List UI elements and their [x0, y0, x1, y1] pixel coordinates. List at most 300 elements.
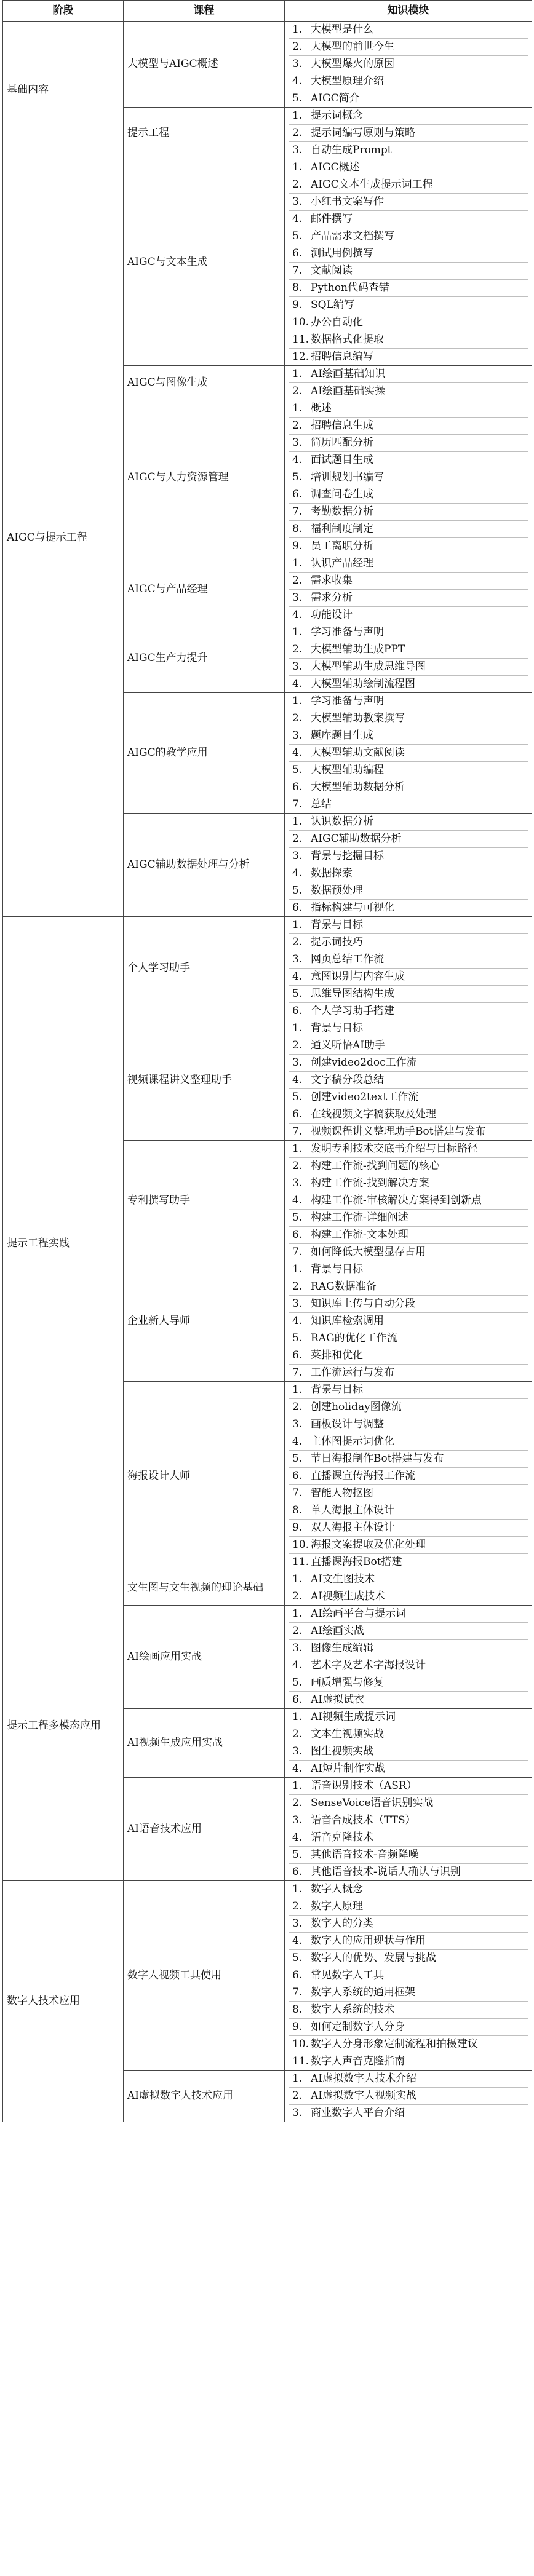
module-text: AI虚拟数字人技术介绍 [311, 2072, 416, 2085]
module-text: 指标构建与可视化 [311, 902, 394, 914]
course-name: 海报设计大师 [124, 1382, 285, 1571]
module-number: 7. [292, 1125, 303, 1138]
module-number: 5. [292, 884, 303, 897]
module-number: 2. [292, 2090, 303, 2102]
module-number: 5. [292, 1211, 303, 1224]
module-item [289, 280, 528, 297]
module-number: 6. [292, 1229, 303, 1241]
module-item [289, 1726, 528, 1743]
module-item [289, 1571, 528, 1588]
module-item [289, 1520, 528, 1537]
module-item [289, 1950, 528, 1967]
stage-name: 提示工程多模态应用 [3, 1571, 124, 1881]
module-text: 其他语音技术-说话人确认与识别 [311, 1866, 461, 1878]
module-item [289, 1141, 528, 1158]
module-item [289, 1227, 528, 1244]
module-text: 知识库检索调用 [311, 1315, 384, 1327]
module-text: 福利制度制定 [311, 523, 373, 535]
module-number: 4. [292, 970, 303, 983]
module-number: 4. [292, 1435, 303, 1448]
module-text: 知识库上传与自动分段 [311, 1298, 415, 1310]
module-text: 文献阅读 [311, 264, 353, 277]
module-item [289, 521, 528, 538]
module-text: 构建工作流-找到解决方案 [311, 1177, 429, 1189]
module-number: 1. [292, 1143, 303, 1155]
module-text: 画板设计与调整 [311, 1418, 384, 1430]
module-list [285, 814, 532, 917]
curriculum-table [2, 0, 532, 2122]
module-number: 2. [292, 643, 303, 656]
module-number: 3. [292, 1056, 303, 1069]
module-number: 2. [292, 1625, 303, 1637]
module-text: 需求分析 [311, 592, 353, 604]
module-item [289, 710, 528, 727]
module-item [289, 73, 528, 90]
module-number: 3. [292, 1298, 303, 1310]
module-number: 6. [292, 1005, 303, 1017]
module-number: 3. [292, 2107, 303, 2119]
module-item [289, 1175, 528, 1192]
module-text: 常见数字人工具 [311, 1969, 384, 1981]
stage-name: 提示工程实践 [3, 917, 124, 1571]
module-number: 11. [292, 2055, 309, 2067]
module-item [289, 435, 528, 452]
module-number: 2. [292, 385, 303, 397]
module-text: 数字人的应用现状与作用 [311, 1935, 426, 1947]
module-number: 6. [292, 247, 303, 260]
course-name: AIGC的教学应用 [124, 693, 285, 814]
module-item [289, 1106, 528, 1124]
module-number: 8. [292, 2003, 303, 2016]
module-number: 3. [292, 1177, 303, 1189]
module-number: 2. [292, 574, 303, 587]
module-item [289, 1588, 528, 1605]
module-number: 1. [292, 368, 303, 380]
module-item [289, 297, 528, 314]
module-number: 1. [292, 1573, 303, 1585]
module-number: 9. [292, 2021, 303, 2033]
module-text: 提示词概念 [311, 109, 363, 122]
module-number: 4. [292, 747, 303, 759]
module-number: 7. [292, 1246, 303, 1258]
module-text: 菜排和优化 [311, 1349, 363, 1361]
module-number: 2. [292, 936, 303, 948]
module-item [289, 504, 528, 521]
module-number: 3. [292, 1745, 303, 1758]
module-item [289, 1761, 528, 1777]
module-list [285, 1606, 532, 1709]
module-item [289, 56, 528, 73]
module-item [289, 641, 528, 659]
module-list [285, 400, 532, 555]
module-number: 3. [292, 850, 303, 862]
module-item [289, 2002, 528, 2019]
module-item [289, 1451, 528, 1468]
module-item [289, 1347, 528, 1365]
module-text: 背景与目标 [311, 1263, 363, 1275]
module-item [289, 1192, 528, 1210]
course-row [3, 159, 532, 366]
module-list [285, 624, 532, 693]
module-item [289, 349, 528, 365]
module-text: 数据探索 [311, 867, 353, 879]
module-text: 数字人系统的技术 [311, 2003, 394, 2016]
module-item [289, 176, 528, 194]
module-list [285, 693, 532, 814]
module-item [289, 228, 528, 245]
module-text: 创建video2doc工作流 [311, 1056, 417, 1069]
module-text: 主体图提示词优化 [311, 1435, 394, 1448]
module-number: 1. [292, 402, 303, 414]
module-number: 2. [292, 178, 303, 191]
module-item [289, 779, 528, 796]
module-number: 7. [292, 1487, 303, 1499]
module-text: 数字人系统的通用框架 [311, 1986, 415, 1999]
module-list [285, 22, 532, 108]
module-item [289, 469, 528, 486]
module-number: 10. [292, 1539, 309, 1551]
module-text: 小红书文案写作 [311, 196, 384, 208]
module-item [289, 624, 528, 641]
module-number: 5. [292, 471, 303, 483]
module-item [289, 1399, 528, 1416]
module-number: 4. [292, 1831, 303, 1844]
course-name: 大模型与AIGC概述 [124, 22, 285, 108]
module-text: 背景与目标 [311, 919, 363, 931]
module-item [289, 1485, 528, 1502]
module-item [289, 1468, 528, 1485]
module-number: 6. [292, 1969, 303, 1981]
module-text: 数字人原理 [311, 1900, 363, 1912]
module-number: 9. [292, 299, 303, 311]
module-number: 3. [292, 592, 303, 604]
module-item [289, 882, 528, 900]
module-number: 1. [292, 695, 303, 707]
module-text: AIGC简介 [311, 92, 360, 105]
module-item [289, 590, 528, 607]
module-item [289, 1296, 528, 1313]
module-number: 3. [292, 1814, 303, 1826]
module-number: 4. [292, 1935, 303, 1947]
module-text: AI绘画基础知识 [311, 368, 385, 380]
curriculum-sheet [2, 0, 532, 2122]
module-number: 4. [292, 678, 303, 690]
module-number: 7. [292, 1366, 303, 1379]
module-number: 2. [292, 41, 303, 53]
module-text: 个人学习助手搭建 [311, 1005, 394, 1017]
module-item [289, 1657, 528, 1674]
module-number: 6. [292, 1866, 303, 1878]
module-number: 8. [292, 282, 303, 294]
module-number: 1. [292, 23, 303, 36]
module-text: 认识数据分析 [311, 815, 373, 828]
module-text: 培训规划书编写 [311, 471, 384, 483]
module-list [285, 108, 532, 159]
module-text: 在线视频文字稿获取及处理 [311, 1108, 436, 1120]
module-number: 8. [292, 1504, 303, 1516]
module-item [289, 2088, 528, 2105]
module-item [289, 986, 528, 1003]
module-item [289, 1709, 528, 1726]
module-text: 网页总结工作流 [311, 953, 384, 965]
module-text: 功能设计 [311, 609, 353, 621]
module-text: 数据预处理 [311, 884, 363, 897]
module-number: 2. [292, 1039, 303, 1052]
module-text: 学习准备与声明 [311, 626, 384, 638]
module-item [289, 1623, 528, 1640]
course-name: AIGC与文本生成 [124, 159, 285, 366]
module-item [289, 1933, 528, 1950]
header-course: 课程 [124, 1, 285, 22]
module-item [289, 1244, 528, 1261]
module-number: 2. [292, 1900, 303, 1912]
module-number: 8. [292, 523, 303, 535]
module-text: 语音克隆技术 [311, 1831, 373, 1844]
course-name: 文生图与文生视频的理论基础 [124, 1571, 285, 1606]
module-text: 构建工作流-找到问题的核心 [311, 1160, 440, 1172]
module-list [285, 1141, 532, 1261]
curriculum-body [3, 22, 532, 2122]
module-item [289, 1433, 528, 1451]
module-text: 如何降低大模型显存占用 [311, 1246, 426, 1258]
module-text: 其他语音技术-音频降噪 [311, 1849, 419, 1861]
module-number: 3. [292, 144, 303, 156]
module-item [289, 900, 528, 916]
module-item [289, 2019, 528, 2036]
module-item [289, 1124, 528, 1140]
module-number: 1. [292, 161, 303, 173]
module-list [285, 1778, 532, 1881]
module-item [289, 659, 528, 676]
course-name: 个人学习助手 [124, 917, 285, 1020]
module-text: 艺术字及艺术字海报设计 [311, 1659, 426, 1671]
module-item [289, 1795, 528, 1812]
module-text: 图生视频实战 [311, 1745, 373, 1758]
module-item [289, 762, 528, 779]
module-text: 数字人的分类 [311, 1917, 373, 1930]
module-text: 面试题目生成 [311, 454, 373, 466]
module-item [289, 2105, 528, 2122]
module-number: 2. [292, 1797, 303, 1809]
module-item [289, 796, 528, 813]
module-text: 大模型是什么 [311, 23, 373, 36]
module-text: 提示词编写原则与策略 [311, 127, 415, 139]
module-text: RAG数据准备 [311, 1280, 377, 1293]
module-item [289, 383, 528, 400]
module-item [289, 745, 528, 762]
module-number: 2. [292, 1160, 303, 1172]
module-number: 11. [292, 1556, 309, 1568]
module-item [289, 1072, 528, 1089]
module-number: 10. [292, 316, 309, 328]
module-list [285, 1571, 532, 1606]
module-number: 4. [292, 1074, 303, 1086]
module-number: 7. [292, 505, 303, 518]
module-item [289, 1278, 528, 1296]
module-item [289, 159, 528, 176]
module-number: 1. [292, 2072, 303, 2085]
module-text: 学习准备与声明 [311, 695, 384, 707]
module-text: 大模型辅助编程 [311, 764, 384, 776]
module-number: 3. [292, 196, 303, 208]
module-number: 6. [292, 902, 303, 914]
module-list [285, 917, 532, 1020]
module-text: AI虚拟试衣 [311, 1694, 364, 1706]
module-text: 大模型原理介绍 [311, 75, 384, 87]
module-number: 3. [292, 1642, 303, 1654]
module-item [289, 538, 528, 555]
module-text: 通义听悟AI助手 [311, 1039, 385, 1052]
module-item [289, 917, 528, 934]
module-text: 大模型辅助教案撰写 [311, 712, 405, 724]
module-text: SQL编写 [311, 299, 354, 311]
module-number: 7. [292, 798, 303, 810]
module-number: 4. [292, 1659, 303, 1671]
module-number: 2. [292, 1280, 303, 1293]
module-number: 1. [292, 626, 303, 638]
module-item [289, 676, 528, 692]
header-stage: 阶段 [3, 1, 124, 22]
module-number: 2. [292, 1590, 303, 1603]
module-text: 大模型辅助生成思维导图 [311, 660, 426, 673]
module-item [289, 1674, 528, 1692]
module-item [289, 486, 528, 504]
module-text: 自动生成Prompt [311, 144, 392, 156]
module-item [289, 1864, 528, 1880]
module-item [289, 1382, 528, 1399]
module-item [289, 452, 528, 469]
module-number: 11. [292, 333, 309, 346]
module-number: 2. [292, 1728, 303, 1740]
module-number: 1. [292, 919, 303, 931]
module-text: 大模型爆火的原因 [311, 58, 394, 70]
course-row [3, 22, 532, 108]
module-text: 总结 [311, 798, 332, 810]
module-number: 3. [292, 1418, 303, 1430]
module-text: 直播课海报Bot搭建 [311, 1556, 402, 1568]
module-item [289, 969, 528, 986]
module-number: 5. [292, 764, 303, 776]
module-number: 5. [292, 1952, 303, 1964]
module-text: 双人海报主体设计 [311, 1521, 394, 1534]
module-number: 3. [292, 660, 303, 673]
module-item [289, 1210, 528, 1227]
module-number: 3. [292, 729, 303, 742]
module-text: 发明专利技术交底书介绍与目标路径 [311, 1143, 478, 1155]
module-item [289, 366, 528, 383]
module-number: 5. [292, 1452, 303, 1465]
module-item [289, 1537, 528, 1554]
module-text: AI绘画平台与提示词 [311, 1607, 406, 1620]
module-text: 创建holiday图像流 [311, 1401, 402, 1413]
module-text: 提示词技巧 [311, 936, 363, 948]
module-text: 商业数字人平台介绍 [311, 2107, 405, 2119]
module-text: 考勤数据分析 [311, 505, 373, 518]
module-item [289, 1829, 528, 1847]
module-item [289, 1778, 528, 1795]
course-name: AIGC辅助数据处理与分析 [124, 814, 285, 917]
module-text: AI文生图技术 [311, 1573, 375, 1585]
module-number: 5. [292, 1332, 303, 1344]
module-text: 题库题目生成 [311, 729, 373, 742]
course-row [3, 1881, 532, 2071]
module-number: 4. [292, 1315, 303, 1327]
module-item [289, 263, 528, 280]
module-item [289, 1916, 528, 1933]
module-list [285, 159, 532, 366]
module-item [289, 245, 528, 263]
module-text: 产品需求文档撰写 [311, 230, 394, 242]
module-item [289, 934, 528, 951]
stage-name: AIGC与提示工程 [3, 159, 124, 917]
module-item [289, 1967, 528, 1984]
module-item [289, 331, 528, 349]
stage-name: 基础内容 [3, 22, 124, 159]
module-number: 1. [292, 1384, 303, 1396]
module-text: 画质增强与修复 [311, 1676, 384, 1689]
course-name: AI语音技术应用 [124, 1778, 285, 1881]
module-item [289, 314, 528, 331]
module-text: 邮件撰写 [311, 213, 353, 225]
module-text: 大模型辅助生成PPT [311, 643, 405, 656]
module-text: 创建video2text工作流 [311, 1091, 419, 1103]
module-number: 1. [292, 1711, 303, 1723]
module-number: 1. [292, 109, 303, 122]
module-text: 招聘信息生成 [311, 419, 373, 432]
module-number: 9. [292, 1521, 303, 1534]
module-text: 招聘信息编写 [311, 351, 373, 363]
module-text: 调查问卷生成 [311, 488, 373, 501]
module-number: 9. [292, 540, 303, 552]
module-item [289, 573, 528, 590]
module-text: 测试用例撰写 [311, 247, 373, 260]
module-item [289, 1743, 528, 1761]
module-number: 7. [292, 264, 303, 277]
module-text: 思维导图结构生成 [311, 988, 394, 1000]
course-name: AIGC与人力资源管理 [124, 400, 285, 555]
module-text: 概述 [311, 402, 332, 414]
module-item [289, 607, 528, 624]
course-name: 提示工程 [124, 108, 285, 159]
module-text: 视频课程讲义整理助手Bot搭建与发布 [311, 1125, 486, 1138]
module-number: 12. [292, 351, 309, 363]
module-item [289, 1330, 528, 1347]
module-number: 5. [292, 1676, 303, 1689]
module-item [289, 1416, 528, 1433]
module-text: 员工离职分析 [311, 540, 373, 552]
module-text: 数据格式化提取 [311, 333, 384, 346]
module-list [285, 2071, 532, 2122]
module-list [285, 1020, 532, 1141]
module-number: 1. [292, 1607, 303, 1620]
module-list [285, 555, 532, 624]
module-number: 2. [292, 127, 303, 139]
module-number: 6. [292, 781, 303, 793]
module-text: 构建工作流-详细阐述 [311, 1211, 408, 1224]
module-number: 1. [292, 557, 303, 569]
module-text: 图像生成编辑 [311, 1642, 373, 1654]
course-name: 数字人视频工具使用 [124, 1881, 285, 2071]
course-name: AI绘画应用实战 [124, 1606, 285, 1709]
module-text: RAG的优化工作流 [311, 1332, 397, 1344]
module-text: 背景与目标 [311, 1022, 363, 1034]
module-item [289, 194, 528, 211]
module-item [289, 2036, 528, 2053]
module-item [289, 1365, 528, 1381]
module-item [289, 39, 528, 56]
module-number: 2. [292, 712, 303, 724]
module-number: 3. [292, 953, 303, 965]
